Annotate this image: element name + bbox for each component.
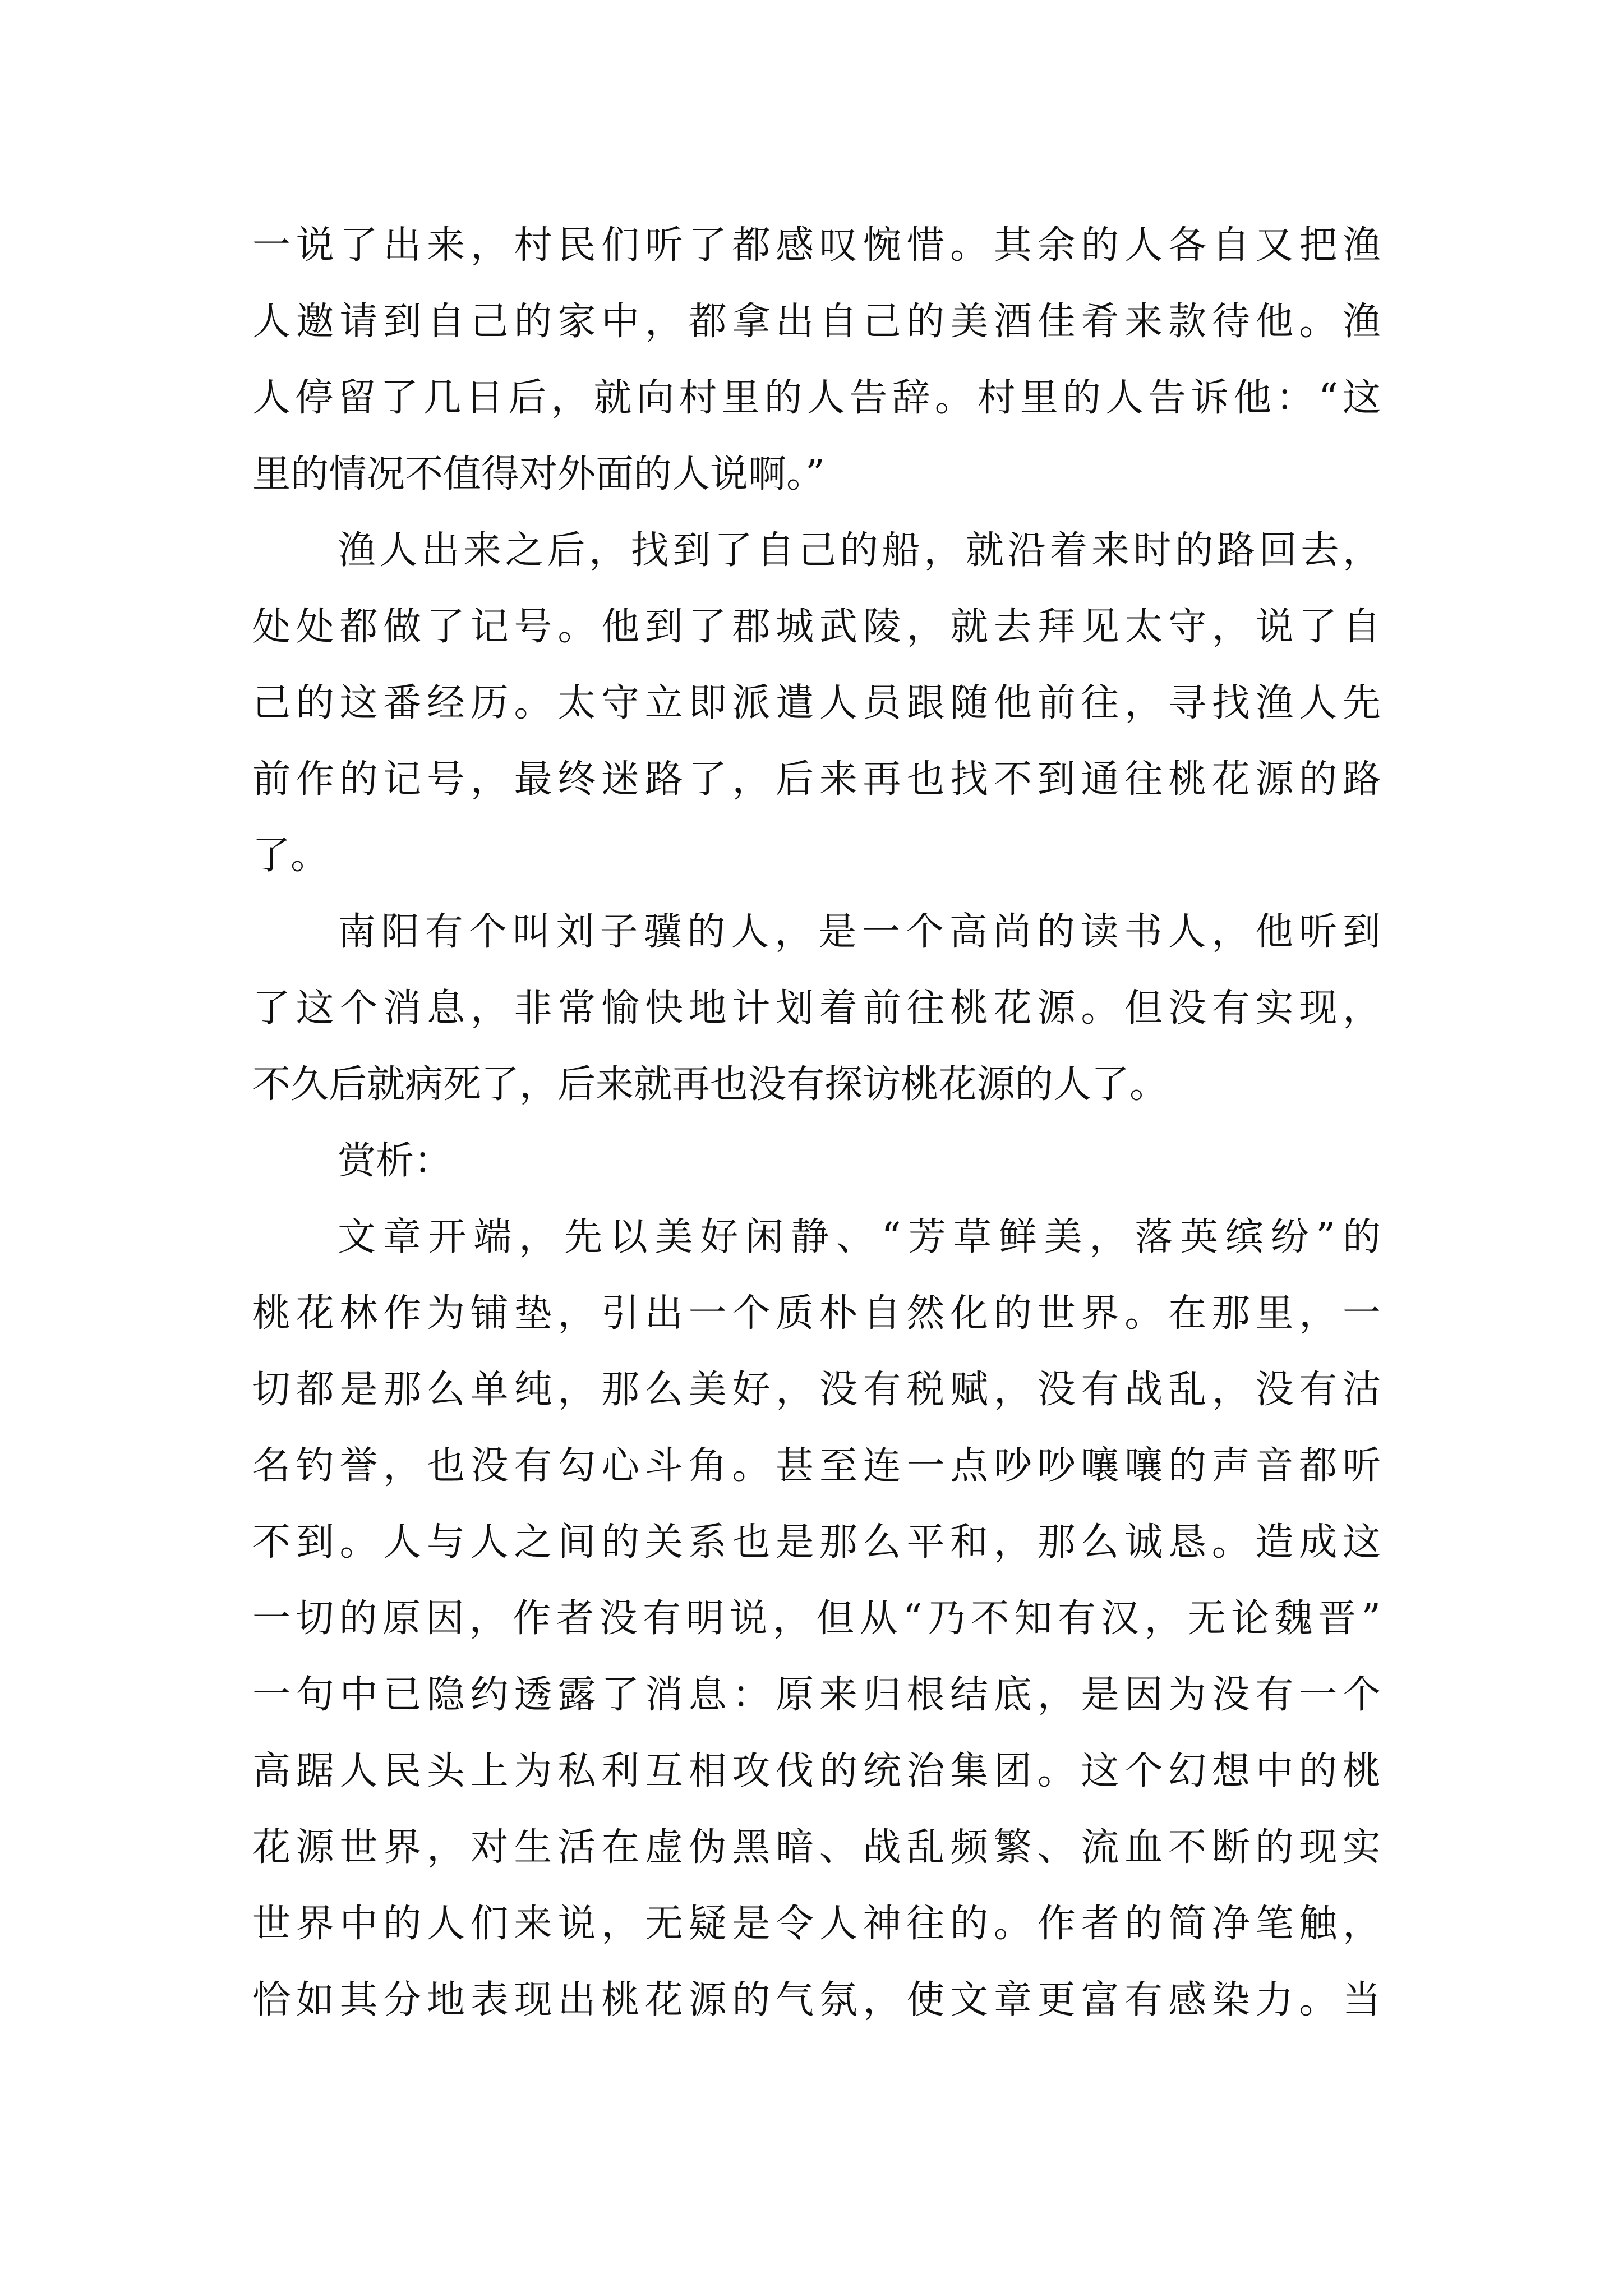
text-line: 一说了出来，村民们听了都感叹惋惜。其余的人各自又把渔 <box>252 223 1381 268</box>
text-line: 渔人出来之后，找到了自己的船，就沿着来时的路回去， <box>338 528 1381 573</box>
text-line: 桃花林作为铺垫，引出一个质朴自然化的世界。在那里，一 <box>252 1291 1381 1336</box>
document-page <box>252 208 1381 2039</box>
text-line: 世界中的人们来说，无疑是令人神往的。作者的简净笔触， <box>252 1902 1381 1946</box>
text-line: 人停留了几日后，就向村里的人告辞。村里的人告诉他：“这 <box>252 376 1381 420</box>
text-line: 己的这番经历。太守立即派遣人员跟随他前往，寻找渔人先 <box>252 681 1381 725</box>
text-line: 处处都做了记号。他到了郡城武陵，就去拜见太守，说了自 <box>252 605 1381 649</box>
text-line: 不到。人与人之间的关系也是那么平和，那么诚恳。造成这 <box>252 1520 1381 1565</box>
paragraph <box>252 208 1381 513</box>
text-line: 了这个消息，非常愉快地计划着前往桃花源。但没有实现， <box>252 986 1381 1030</box>
paragraph <box>252 1123 1381 1199</box>
text-line: 前作的记号，最终迷路了，后来再也找不到通往桃花源的路 <box>252 757 1381 802</box>
text-line: 花源世界，对生活在虚伪黑暗、战乱频繁、流血不断的现实 <box>252 1825 1381 1870</box>
text-line: 高踞人民头上为私利互相攻伐的统治集团。这个幻想中的桃 <box>252 1749 1381 1793</box>
text-line: 赏析： <box>338 1139 453 1183</box>
text-line: 名钓誉，也没有勾心斗角。甚至连一点吵吵嚷嚷的声音都听 <box>252 1444 1381 1488</box>
paragraph <box>252 1199 1381 2039</box>
text-line: 恰如其分地表现出桃花源的气氛，使文章更富有感染力。当 <box>252 1978 1381 2022</box>
text-line: 文章开端，先以美好闲静、“芳草鲜美，落英缤纷”的 <box>338 1215 1381 1259</box>
paragraph <box>252 894 1381 1123</box>
text-line: 一句中已隐约透露了消息：原来归根结底，是因为没有一个 <box>252 1673 1381 1717</box>
text-line: 一切的原因，作者没有明说，但从“乃不知有汉，无论魏晋” <box>252 1596 1381 1641</box>
text-line: 南阳有个叫刘子骥的人，是一个高尚的读书人，他听到 <box>338 910 1381 954</box>
text-line: 切都是那么单纯，那么美好，没有税赋，没有战乱，没有沽 <box>252 1368 1381 1412</box>
text-line: 不久后就病死了，后来就再也没有探访桃花源的人了。 <box>252 1062 1168 1107</box>
paragraph <box>252 513 1381 894</box>
text-line: 了。 <box>252 834 329 878</box>
text-line: 人邀请到自己的家中，都拿出自己的美酒佳肴来款待他。渔 <box>252 300 1381 344</box>
text-line: 里的情况不值得对外面的人说啊。” <box>252 452 825 496</box>
